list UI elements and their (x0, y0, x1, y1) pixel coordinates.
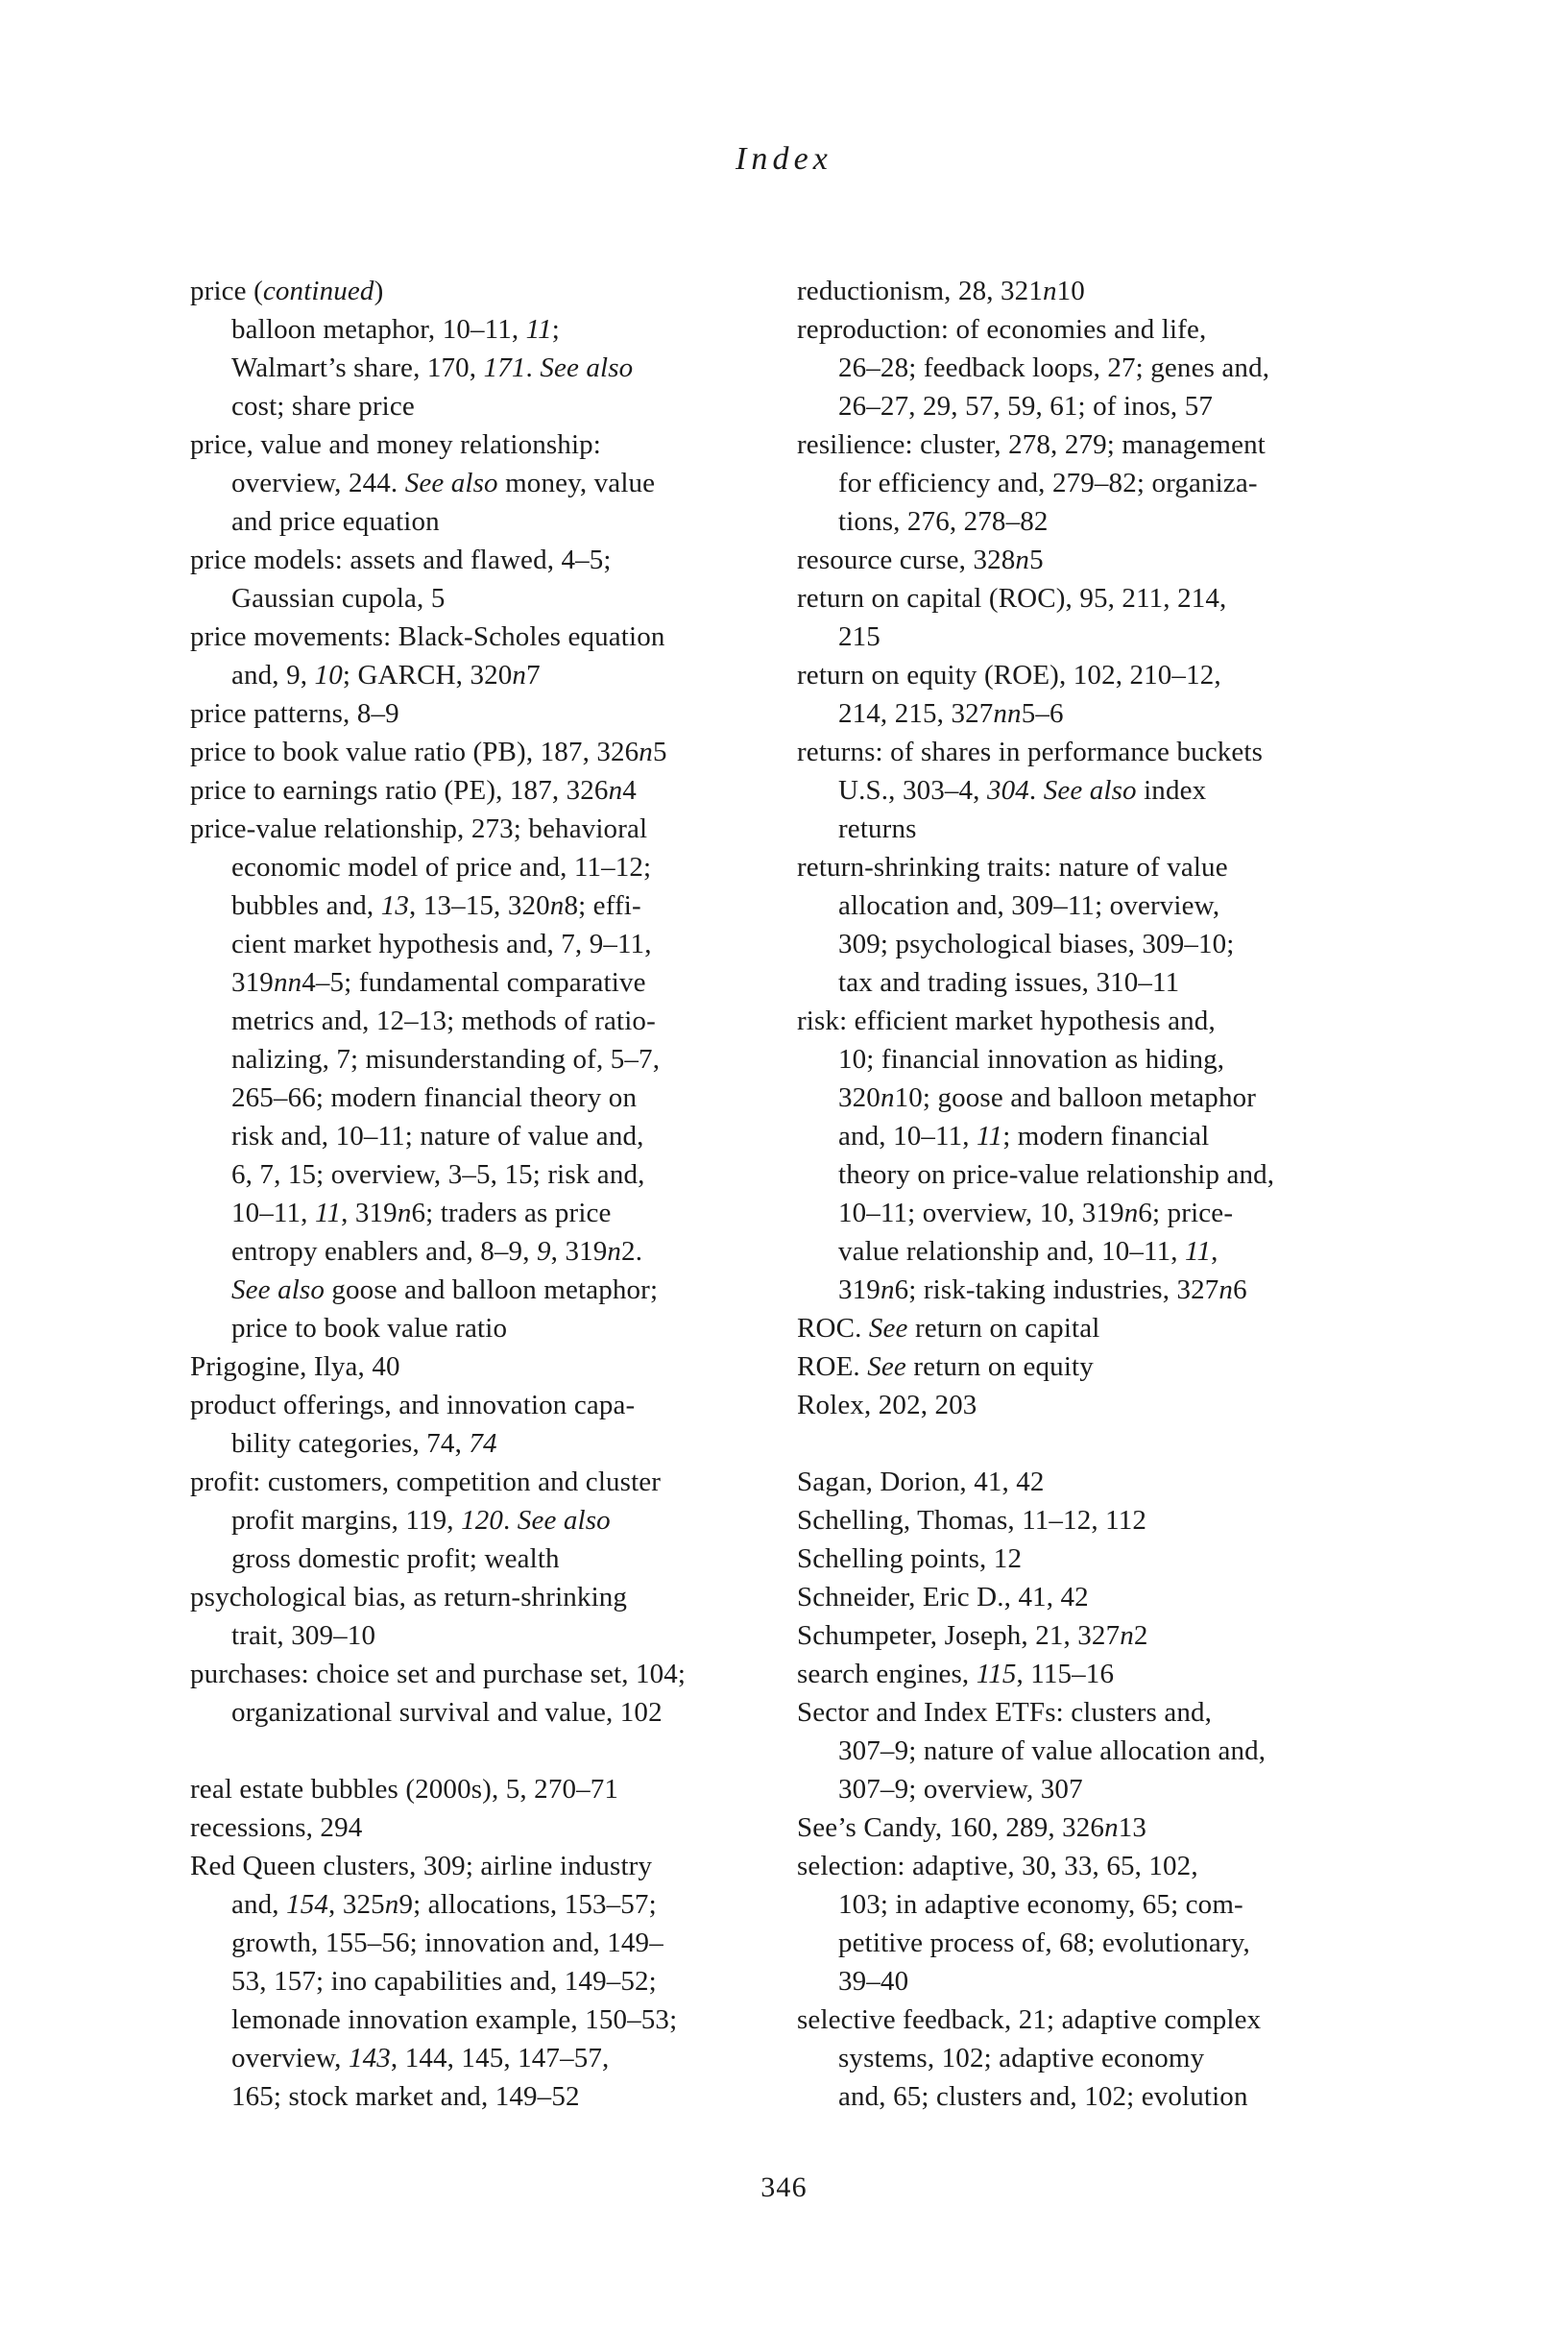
index-entry-line (797, 618, 1392, 656)
index-entry-line (190, 579, 785, 618)
text-segment: price to book value ratio (231, 1313, 508, 1344)
text-segment: 319 (838, 1274, 880, 1305)
italic-text-segment: See also (517, 1505, 611, 1536)
text-segment: value relationship and, 10–11, (838, 1236, 1186, 1267)
index-entry-line (797, 963, 1392, 1002)
italic-text-segment: n (384, 1889, 399, 1920)
text-segment: return on equity (905, 1351, 1094, 1382)
text-segment: price models: assets and flawed, 4–5; (190, 545, 612, 575)
text-segment: ; (551, 314, 560, 345)
index-entry-line (797, 1194, 1392, 1232)
index-entry-line (797, 2039, 1392, 2077)
index-entry-line (797, 1770, 1392, 1808)
text-segment: 215 (838, 621, 880, 652)
index-entry-line (190, 1309, 785, 1347)
index-entry-line (190, 1770, 785, 1808)
index-entry-line (797, 1616, 1392, 1655)
text-segment: cost; share price (231, 391, 415, 422)
index-entry-line (190, 1578, 785, 1616)
text-segment: growth, 155–56; innovation and, 149– (231, 1928, 663, 1958)
text-segment: Schelling points, 12 (797, 1543, 1023, 1574)
text-segment: profit: customers, competition and cluster (190, 1467, 662, 1497)
text-segment: , 13–15, 320 (409, 890, 550, 921)
text-segment: 307–9; overview, 307 (838, 1774, 1083, 1805)
text-segment: and price equation (231, 506, 440, 537)
index-entry-line (797, 1732, 1392, 1770)
text-segment: selection: adaptive, 30, 33, 65, 102, (797, 1851, 1198, 1881)
text-segment: ) (374, 276, 384, 306)
index-entry-line (190, 1347, 785, 1386)
text-segment: overview, 244. (231, 468, 405, 498)
text-segment: and, 10–11, (838, 1121, 977, 1152)
text-segment: 319 (231, 967, 274, 998)
index-entry-line (797, 1002, 1392, 1040)
text-segment: economic model of price and, 11–12; (231, 852, 652, 883)
text-segment: price patterns, 8–9 (190, 698, 399, 729)
index-entry-line (190, 1079, 785, 1117)
italic-text-segment: n (1218, 1274, 1234, 1305)
text-segment: return-shrinking traits: nature of value (797, 852, 1228, 883)
italic-text-segment: See also (1043, 775, 1137, 806)
text-segment: price ( (190, 276, 263, 306)
italic-text-segment: See (868, 1313, 908, 1344)
index-entry-line (797, 310, 1392, 349)
text-segment: , (1211, 1236, 1218, 1267)
text-segment: ; GARCH, 320 (342, 660, 513, 691)
index-entry-line (797, 2000, 1392, 2039)
italic-text-segment: n (607, 1236, 622, 1267)
italic-text-segment: 11 (977, 1121, 1003, 1152)
text-segment: bility categories, 74, (231, 1428, 470, 1459)
index-entry-line (797, 502, 1392, 541)
text-segment: theory on price-value relationship and, (838, 1159, 1275, 1190)
text-segment: return on capital (907, 1313, 1100, 1344)
text-segment: . (525, 352, 541, 383)
index-entry-line (190, 272, 785, 310)
text-segment: price to book value ratio (PB), 187, 326 (190, 737, 639, 767)
text-segment: 309; psychological biases, 309–10; (838, 929, 1235, 959)
text-segment: 2. (621, 1236, 643, 1267)
index-entry-line (797, 733, 1392, 771)
text-segment: , 325 (328, 1889, 385, 1920)
index-entry-line (797, 1693, 1392, 1732)
text-segment: organizational survival and value, 102 (231, 1697, 663, 1728)
text-segment: 2 (1133, 1620, 1148, 1651)
index-entry-line (190, 502, 785, 541)
italic-text-segment: 11 (1185, 1236, 1212, 1267)
text-segment: Sector and Index ETFs: clusters and, (797, 1697, 1213, 1728)
index-entry-line (190, 925, 785, 963)
index-entry-line (190, 2077, 785, 2116)
text-segment: price to earnings ratio (PE), 187, 326 (190, 775, 609, 806)
text-segment: Schelling, Thomas, 11–12, 112 (797, 1505, 1147, 1536)
index-entry-line (797, 1540, 1392, 1578)
index-entry-line (797, 1309, 1392, 1347)
text-segment: 165; stock market and, 149–52 (231, 2081, 580, 2112)
index-entry-line (190, 464, 785, 502)
text-segment: 5 (1029, 545, 1044, 575)
text-segment: Schumpeter, Joseph, 21, 327 (797, 1620, 1121, 1651)
text-segment: goose and balloon metaphor; (325, 1274, 659, 1305)
index-entry-line (190, 310, 785, 349)
text-segment: tax and trading issues, 310–11 (838, 967, 1180, 998)
text-segment: returns (838, 813, 917, 844)
index-entry-line (797, 1079, 1392, 1117)
text-segment: bubbles and, (231, 890, 381, 921)
index-entry-line (797, 2077, 1392, 2116)
italic-text-segment: n (549, 890, 565, 921)
italic-text-segment: See (867, 1351, 906, 1382)
index-entry-line (190, 656, 785, 694)
italic-text-segment: n (1120, 1620, 1134, 1651)
index-entry-line (190, 425, 785, 464)
index-entry-line (797, 656, 1392, 694)
italic-text-segment: n (1042, 276, 1057, 306)
index-entry-line (797, 1501, 1392, 1540)
text-segment: 320 (838, 1082, 880, 1113)
text-segment: risk: efficient market hypothesis and, (797, 1006, 1216, 1036)
text-segment: Rolex, 202, 203 (797, 1390, 977, 1420)
text-segment: risk and, 10–11; nature of value and, (231, 1121, 644, 1152)
text-segment: return on equity (ROE), 102, 210–12, (797, 660, 1221, 691)
italic-text-segment: 171 (483, 352, 526, 383)
text-segment: lemonade innovation example, 150–53; (231, 2004, 678, 2035)
index-entry-line (797, 1117, 1392, 1155)
italic-text-segment: See also (404, 468, 498, 498)
italic-text-segment: 120 (461, 1505, 503, 1536)
text-segment: 13 (1118, 1812, 1147, 1843)
text-segment: real estate bubbles (2000s), 5, 270–71 (190, 1774, 619, 1805)
text-segment: Red Queen clusters, 309; airline industry (190, 1851, 653, 1881)
text-segment: systems, 102; adaptive economy (838, 2043, 1205, 2073)
index-entry-line (190, 1540, 785, 1578)
index-column-left (190, 272, 785, 2116)
text-segment: selective feedback, 21; adaptive complex (797, 2004, 1262, 2035)
italic-text-segment: n (1015, 545, 1030, 575)
italic-text-segment: n (397, 1198, 412, 1228)
index-entry-line (190, 1040, 785, 1079)
index-entry-line (797, 541, 1392, 579)
index-entry-line (190, 1271, 785, 1309)
page-title: Index (735, 141, 832, 177)
italic-text-segment: n (1123, 1198, 1139, 1228)
index-entry-line (190, 618, 785, 656)
index-entry-line (797, 886, 1392, 925)
text-segment: ROE. (797, 1351, 868, 1382)
index-entry-line (797, 848, 1392, 886)
text-segment: , 319 (341, 1198, 398, 1228)
italic-text-segment: 11 (525, 314, 552, 345)
italic-text-segment: n (639, 737, 653, 767)
text-segment: reductionism, 28, 321 (797, 276, 1043, 306)
index-entry-line (190, 2039, 785, 2077)
text-segment: and, 9, (231, 660, 315, 691)
index-entry-line (797, 1155, 1392, 1194)
text-segment: . (503, 1505, 518, 1536)
text-segment: purchases: choice set and purchase set, 104; (190, 1659, 687, 1689)
text-segment: . (1028, 775, 1044, 806)
index-entry-line (797, 464, 1392, 502)
italic-text-segment: n (608, 775, 623, 806)
index-entry-line (190, 1693, 785, 1732)
italic-text-segment: 74 (469, 1428, 497, 1459)
index-column-right (797, 272, 1392, 2116)
index-entry-line (797, 694, 1392, 733)
index-entry-line (190, 771, 785, 810)
text-segment: 265–66; modern financial theory on (231, 1082, 638, 1113)
text-segment: returns: of shares in performance buckets (797, 737, 1264, 767)
text-segment: price, value and money relationship: (190, 429, 601, 460)
text-segment: 5–6 (1021, 698, 1064, 729)
text-segment: 6; traders as price (411, 1198, 612, 1228)
index-entry-line (797, 1232, 1392, 1271)
text-segment: for efficiency and, 279–82; organiza- (838, 468, 1258, 498)
page-number: 346 (760, 2171, 808, 2203)
index-entry-line (190, 886, 785, 925)
index-entry-line (797, 1386, 1392, 1424)
index-entry-line (797, 272, 1392, 310)
text-segment: 26–28; feedback loops, 27; genes and, (838, 352, 1270, 383)
index-entry-line (797, 771, 1392, 810)
text-segment: profit margins, 119, (231, 1505, 462, 1536)
index-entry-line (797, 1655, 1392, 1693)
index-entry-line (190, 541, 785, 579)
index-entry-line (797, 1347, 1392, 1386)
text-segment: 10; financial innovation as hiding, (838, 1044, 1225, 1075)
text-segment: index (1136, 775, 1207, 806)
text-segment: 6 (1233, 1274, 1247, 1305)
index-entry-line (190, 387, 785, 425)
text-segment: 9; allocations, 153–57; (398, 1889, 657, 1920)
text-segment: 6; price- (1138, 1198, 1234, 1228)
index-entry-line (797, 1578, 1392, 1616)
text-segment: 4–5; fundamental comparative (302, 967, 646, 998)
index-entry-line (190, 1424, 785, 1463)
index-entry-line (797, 1808, 1392, 1847)
index-entry-line (797, 1924, 1392, 1962)
text-segment: nalizing, 7; misunderstanding of, 5–7, (231, 1044, 661, 1075)
index-entry-line (190, 1924, 785, 1962)
text-segment: cient market hypothesis and, 7, 9–11, (231, 929, 652, 959)
italic-text-segment: 10 (314, 660, 343, 691)
index-entry-line (797, 925, 1392, 963)
index-entry-line (190, 1501, 785, 1540)
text-segment: return on capital (ROC), 95, 211, 214, (797, 583, 1227, 614)
text-segment: U.S., 303–4, (838, 775, 987, 806)
text-segment: resource curse, 328 (797, 545, 1016, 575)
index-entry-line (797, 387, 1392, 425)
text-segment: and, (231, 1889, 287, 1920)
text-segment: entropy enablers and, 8–9, (231, 1236, 537, 1267)
text-segment: 10–11, (231, 1198, 315, 1228)
italic-text-segment: n (880, 1082, 895, 1113)
text-segment: 103; in adaptive economy, 65; com- (838, 1889, 1243, 1920)
italic-text-segment: n (512, 660, 527, 691)
text-segment: trait, 309–10 (231, 1620, 376, 1651)
text-segment: money, value (497, 468, 656, 498)
index-entry-line (190, 1117, 785, 1155)
index-entry-line (190, 963, 785, 1002)
text-segment: See’s Candy, 160, 289, 326 (797, 1812, 1105, 1843)
italic-text-segment: nn (273, 967, 302, 998)
text-segment: 53, 157; ino capabilities and, 149–52; (231, 1966, 657, 1997)
text-segment: 10 (1056, 276, 1085, 306)
index-entry-line (190, 1194, 785, 1232)
text-segment: Gaussian cupola, 5 (231, 583, 446, 614)
italic-text-segment: n (1104, 1812, 1119, 1843)
text-segment: 26–27, 29, 57, 59, 61; of inos, 57 (838, 391, 1213, 422)
text-segment: metrics and, 12–13; methods of ratio- (231, 1006, 656, 1036)
index-entry-line (190, 1962, 785, 2000)
index-entry-line (797, 1040, 1392, 1079)
text-segment: petitive process of, 68; evolutionary, (838, 1928, 1250, 1958)
index-entry-line (797, 1271, 1392, 1309)
index-entry-line (190, 848, 785, 886)
index-entry-line (190, 1885, 785, 1924)
italic-text-segment: See also (231, 1274, 325, 1305)
index-entry-line (190, 694, 785, 733)
italic-text-segment: 304 (986, 775, 1029, 806)
index-entry-line (797, 579, 1392, 618)
index-entry-line (190, 1232, 785, 1271)
index-entry-line (797, 1847, 1392, 1885)
text-segment: and, 65; clusters and, 102; evolution (838, 2081, 1248, 2112)
text-segment: 307–9; nature of value allocation and, (838, 1735, 1266, 1766)
index-entry-line (190, 349, 785, 387)
text-segment: psychological bias, as return-shrinking (190, 1582, 628, 1612)
text-segment: 4 (622, 775, 637, 806)
text-segment: Prigogine, Ilya, 40 (190, 1351, 400, 1382)
text-segment: balloon metaphor, 10–11, (231, 314, 526, 345)
index-entry-line (797, 1962, 1392, 2000)
text-segment: , 319 (550, 1236, 608, 1267)
text-segment: , 144, 145, 147–57, (390, 2043, 610, 2073)
italic-text-segment: See also (540, 352, 634, 383)
text-segment: ; modern financial (1002, 1121, 1210, 1152)
italic-text-segment: 13 (380, 890, 410, 921)
index-entry-line (190, 2000, 785, 2039)
text-segment: 10; goose and balloon metaphor (894, 1082, 1257, 1113)
text-segment: overview, (231, 2043, 349, 2073)
index-entry-line (797, 425, 1392, 464)
text-segment: Walmart’s share, 170, (231, 352, 484, 383)
index-entry-line (190, 1463, 785, 1501)
index-entry-line (797, 810, 1392, 848)
text-segment: recessions, 294 (190, 1812, 363, 1843)
text-segment: 214, 215, 327 (838, 698, 994, 729)
text-segment: ROC. (797, 1313, 869, 1344)
text-segment: 6; risk-taking industries, 327 (894, 1274, 1219, 1305)
index-entry-line (797, 1463, 1392, 1501)
text-segment: 39–40 (838, 1966, 909, 1997)
text-segment: search engines, (797, 1659, 977, 1689)
italic-text-segment: nn (993, 698, 1022, 729)
index-entry-line (190, 733, 785, 771)
text-segment: Schneider, Eric D., 41, 42 (797, 1582, 1089, 1612)
index-entry-line (190, 1655, 785, 1693)
index-entry-line (190, 1808, 785, 1847)
italic-text-segment: continued (262, 276, 374, 306)
italic-text-segment: n (880, 1274, 895, 1305)
text-segment: gross domestic profit; wealth (231, 1543, 560, 1574)
text-segment: , 115–16 (1016, 1659, 1115, 1689)
text-segment: 8; effi- (564, 890, 641, 921)
text-segment: resilience: cluster, 278, 279; management (797, 429, 1266, 460)
index-entry-line (190, 1002, 785, 1040)
italic-text-segment: 115 (976, 1659, 1017, 1689)
text-segment: price movements: Black-Scholes equation (190, 621, 665, 652)
italic-text-segment: 11 (314, 1198, 342, 1228)
italic-text-segment: 154 (286, 1889, 329, 1920)
italic-text-segment: 9 (537, 1236, 551, 1267)
text-segment: product offerings, and innovation capa- (190, 1390, 636, 1420)
text-segment: 6, 7, 15; overview, 3–5, 15; risk and, (231, 1159, 645, 1190)
index-entry-line (797, 349, 1392, 387)
text-segment: tions, 276, 278–82 (838, 506, 1049, 537)
index-entry-line (190, 1616, 785, 1655)
text-segment: reproduction: of economies and life, (797, 314, 1207, 345)
blank-line (797, 1424, 1392, 1463)
text-segment: Sagan, Dorion, 41, 42 (797, 1467, 1045, 1497)
text-segment: 5 (652, 737, 667, 767)
text-segment: 10–11; overview, 10, 319 (838, 1198, 1124, 1228)
text-segment: 7 (526, 660, 541, 691)
blank-line (190, 1732, 785, 1770)
text-segment: allocation and, 309–11; overview, (838, 890, 1220, 921)
index-entry-line (190, 1847, 785, 1885)
text-segment: price-value relationship, 273; behavioral (190, 813, 648, 844)
italic-text-segment: 143 (348, 2043, 391, 2073)
index-entry-line (190, 1155, 785, 1194)
index-entry-line (190, 1386, 785, 1424)
index-entry-line (797, 1885, 1392, 1924)
index-entry-line (190, 810, 785, 848)
